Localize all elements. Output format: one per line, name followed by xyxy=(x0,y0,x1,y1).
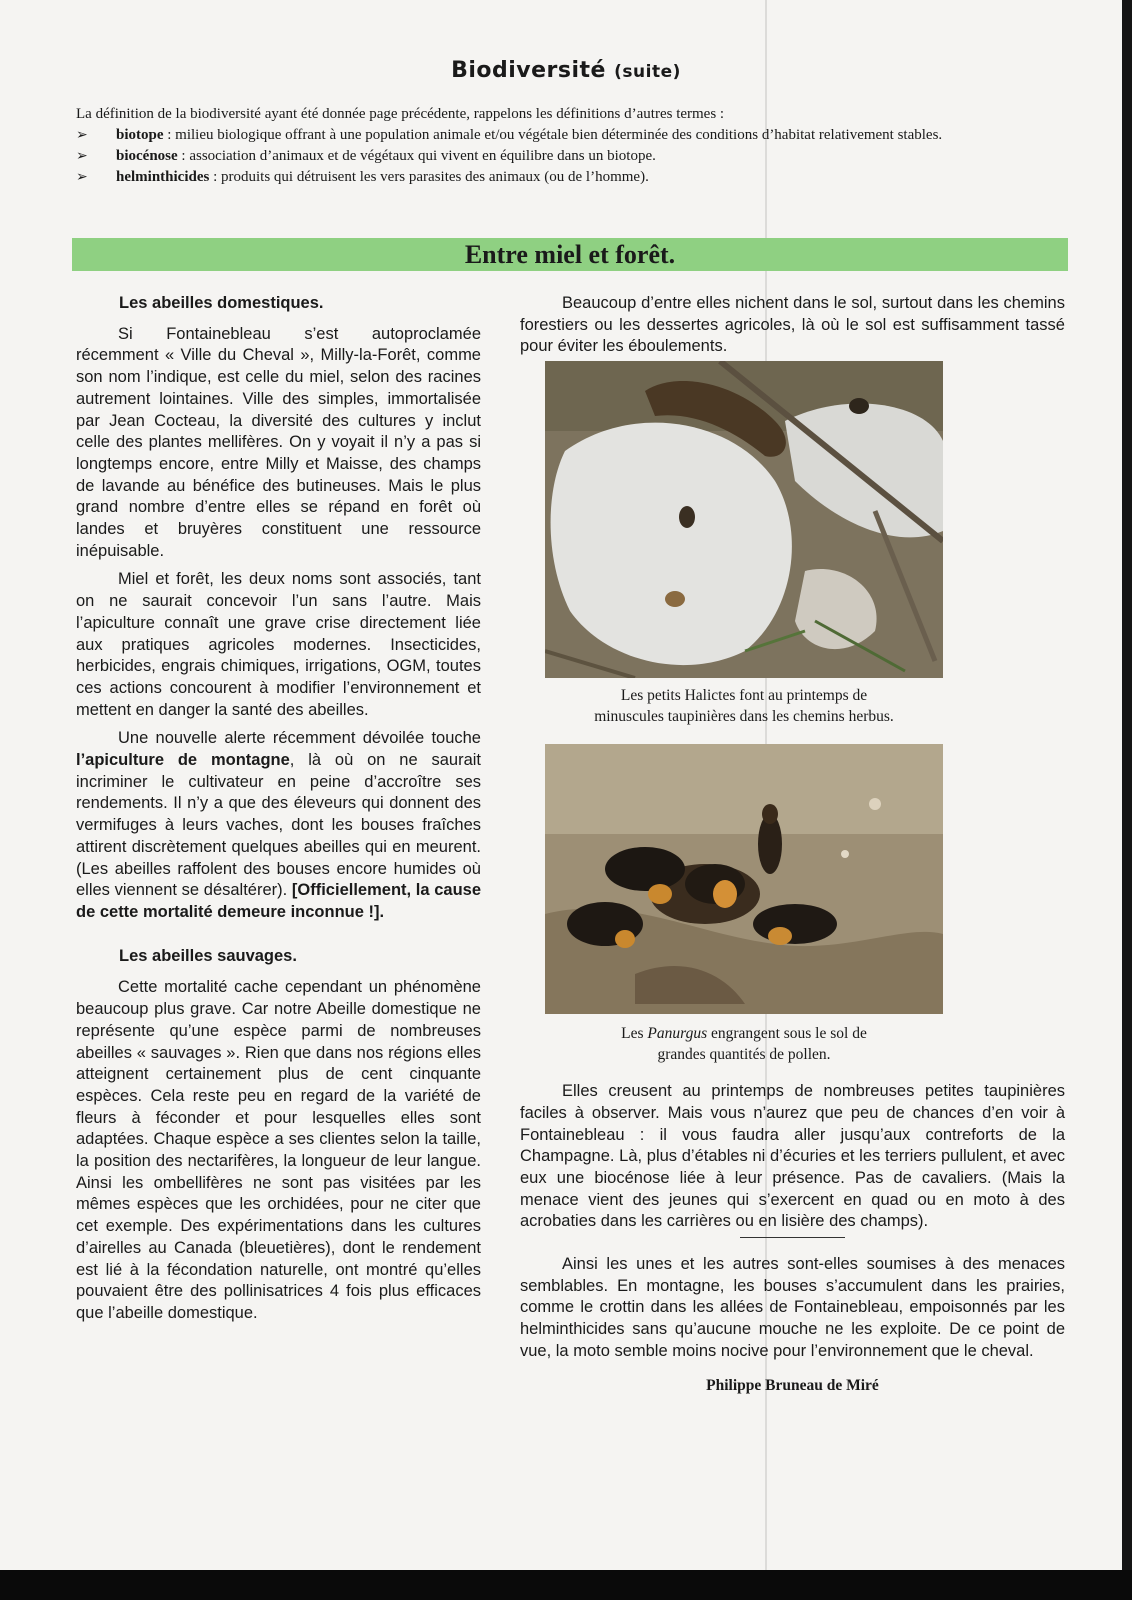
definition-text: : produits qui détruisent les vers parasites des animaux (ou de l’homme). xyxy=(209,169,649,185)
definition-text: : association d’animaux et de végétaux qui vivent en équilibre dans un biotope. xyxy=(177,148,656,164)
right-column xyxy=(520,293,1065,1396)
separator-line xyxy=(740,1237,845,1238)
bold-run: [Officiellement, la cause de cette mortalité demeure inconnue !]. xyxy=(76,881,481,921)
text-run: , là où on ne saurait incriminer le cultivateur en peine d’accroître ses rendements. Il n’y a que des éleveurs qui donnent des vermifuges à leurs vaches, dont les bouses fraîches attirent discrètement quelques abeilles qui en meurent. (Les abeilles raffolent des bouses encore humides où elles viennent se désaltérer). xyxy=(76,751,482,900)
paragraph: Miel et forêt, les deux noms sont associés, tant on ne saurait concevoir l’un sans l’autre. Mais l’apiculture connaît une grave crise directement liée aux pratiques agricoles modernes. Insecticides, herbicides, engrais chimiques, irrigations, OGM, toutes ces actions concourent à modifier l’environnement et mettent en danger la santé des abeilles. xyxy=(76,570,481,719)
scan-edge xyxy=(1122,0,1132,1600)
definition-term: helminthicides xyxy=(116,169,210,185)
panurgus-photo xyxy=(545,744,943,1014)
paragraph: Elles creusent au printemps de nombreuses petites taupinières faciles à observer. Mais vous n’aurez que peu de chances d’en voir à Fontainebleau : il vous faudra aller jusqu’aux contreforts de la Champagne. Là, plus d’étables ni d’écuries et les terriers pullulent, et avec eux une biocénose liée à leur présence. Pas de cavaliers. (Mais la menace vient des jeunes qui s’exercent en quad ou en moto à des acrobaties dans les carrières ou en lisière des champs). xyxy=(520,1082,1065,1231)
scan-bottom-band xyxy=(0,1570,1132,1600)
page-title xyxy=(0,58,1132,83)
definition-text: : milieu biologique offrant à une population animale et/ou végétale bien déterminée des conditions d’habitat relativement stables. xyxy=(163,127,943,143)
definition-item xyxy=(76,125,1026,146)
paragraph: Ainsi les unes et les autres sont-elles soumises à des menaces semblables. En montagne, les bouses s’accumulent dans les prairies, comme le crottin dans les allées de Fontainebleau, empoisonnés par les helminthicides sans qu’aucune mouche ne les exploite. De ce point de vue, la moto semble moins nocive pour l’environnement que le cheval. xyxy=(520,1255,1065,1360)
arrow-bullet-icon: ➢ xyxy=(76,149,88,164)
text-run: engrangent sous le sol de xyxy=(707,1025,867,1043)
halictes-burrow-image xyxy=(545,361,943,678)
arrow-bullet-icon: ➢ xyxy=(76,128,88,143)
text-run: Les xyxy=(621,1025,648,1043)
title-suffix: (suite) xyxy=(614,62,681,82)
text-run: Une nouvelle alerte récemment dévoilée touche xyxy=(118,729,481,748)
italic-run: Panurgus xyxy=(647,1025,708,1043)
definition-item xyxy=(76,146,1026,167)
photo-caption-halictes xyxy=(545,685,943,727)
halictes-photo xyxy=(545,361,943,678)
bold-run: l’apiculture de montagne xyxy=(76,751,290,770)
caption-line: Les petits Halictes font au printemps de xyxy=(620,687,868,705)
section-banner: Entre miel et forêt. xyxy=(72,238,1068,271)
author-signature: Philippe Bruneau de Miré xyxy=(706,1376,879,1394)
caption-line xyxy=(545,1023,943,1044)
heading-domestic-bees: Les abeilles domestiques. xyxy=(119,294,324,312)
arrow-bullet-icon: ➢ xyxy=(76,170,88,185)
intro-sentence: La définition de la biodiversité ayant été donnée page précédente, rappelons les définitions d’autres termes : xyxy=(76,106,725,122)
heading-wild-bees: Les abeilles sauvages. xyxy=(119,946,297,965)
paragraph: Cette mortalité cache cependant un phénomène beaucoup plus grave. Car notre Abeille domestique ne représente qu’une espèce parmi de nombreuses abeilles « sauvages ». Rien que dans nos régions elles atteignent certainement plus de cent cinquante espèces. Cela reste peu en regard de la variété de fleurs à féconder et pour lesquelles elles sont adaptées. Chaque espèce a ses clientes selon la taille, la position des nectarifères, la longueur de leur langue. Ainsi les ombellifères ne sont pas visitées par les mêmes espèces que les orchidées, pour ne citer que cet exemple. Des expérimentations dans les cultures d’airelles au Canada (bleuetières), dont le rendement est lié à la fécondation naturelle, ont montré qu’elles pouvaient être des pollinisatrices 4 fois plus efficaces que l’abeille domestique. xyxy=(76,978,481,1322)
definition-list xyxy=(76,125,1026,188)
panurgus-bees-image xyxy=(545,744,943,1014)
caption-line: grandes quantités de pollen. xyxy=(657,1046,831,1064)
intro-definitions xyxy=(76,104,1026,188)
definition-term: biocénose xyxy=(116,148,178,164)
paragraph: Si Fontainebleau s’est autoproclamée récemment « Ville du Cheval », Milly-la-Forêt, comme son nom l’indique, est celle du miel, selon des racines autrement lointaines. Ville des simples, immortalisée par Jean Cocteau, la diversité des cultures y inclut celle des plantes mellifères. On y voyait il n’y a pas si longtemps encore, entre Milly et Maisse, des champs de lavande au bénéfice des butineuses. Mais le plus grand nombre d’entre elles se répand en forêt où landes et bruyères constituent une ressource inépuisable. xyxy=(76,324,481,560)
caption-line: minuscules taupinières dans les chemins herbus. xyxy=(594,708,894,726)
paragraph xyxy=(76,728,481,923)
definition-item xyxy=(76,167,1026,188)
photo-caption-panurgus xyxy=(545,1023,943,1065)
paragraph: Beaucoup d’entre elles nichent dans le sol, surtout dans les chemins forestiers ou les dessertes agricoles, là où le sol est suffisamment tassé pour éviter les éboulements. xyxy=(520,294,1065,356)
title-main: Biodiversité xyxy=(451,58,606,83)
left-column xyxy=(76,293,481,1325)
definition-term: biotope xyxy=(116,127,164,143)
